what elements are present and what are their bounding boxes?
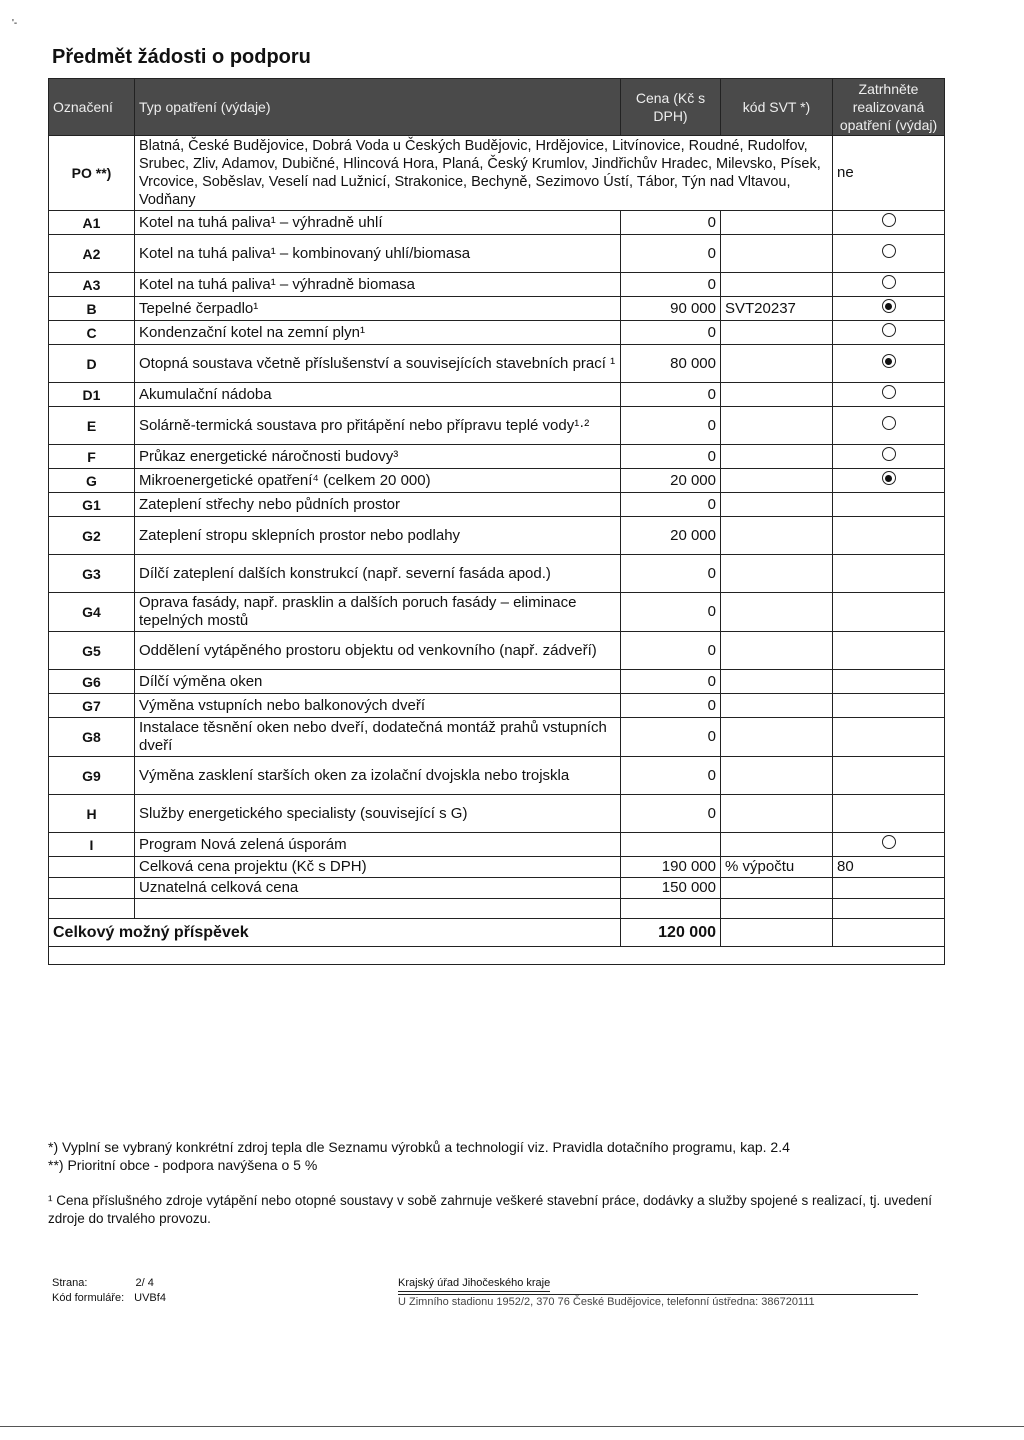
footnotes: [48, 1138, 948, 1228]
row-check-cell: [833, 235, 945, 273]
row-description: Oprava fasády, např. prasklin a dalších poruch fasády – eliminace tepelných mostů: [135, 593, 621, 632]
row-svt-code: [721, 321, 833, 345]
page-title: Předmět žádosti o podporu: [52, 46, 311, 68]
office-name: Krajský úřad Jihočeského kraje: [398, 1276, 550, 1292]
table-row: [49, 345, 945, 383]
bottom-line: [0, 1426, 1024, 1427]
header-zatrhnete: Zatrhněte realizovaná opatření (výdaj): [833, 79, 945, 136]
row-code: A3: [49, 273, 135, 297]
row-code: G5: [49, 632, 135, 670]
table-row: [49, 593, 945, 632]
row-svt-code: [721, 718, 833, 757]
header-typ: Typ opatření (výdaje): [135, 79, 621, 136]
radio-unchecked-icon[interactable]: [882, 385, 896, 399]
row-check-cell: [833, 670, 945, 694]
row-check-cell: [833, 833, 945, 857]
row-description: Mikroenergetické opatření⁴ (celkem 20 000): [135, 469, 621, 493]
row-description: Zateplení stropu sklepních prostor nebo podlahy: [135, 517, 621, 555]
row-check-cell: [833, 469, 945, 493]
row-check-cell: [833, 273, 945, 297]
office-address: U Zimního stadionu 1952/2, 370 76 České Budějovice, telefonní ústředna: 386720111: [398, 1294, 918, 1310]
table-row: [49, 211, 945, 235]
row-code: G2: [49, 517, 135, 555]
row-svt-code: [721, 517, 833, 555]
row-description: Akumulační nádoba: [135, 383, 621, 407]
header-oznaceni: Označení: [49, 79, 135, 136]
row-description: Výměna vstupních nebo balkonových dveří: [135, 694, 621, 718]
row-code: H: [49, 795, 135, 833]
row-description: Oddělení vytápěného prostoru objektu od venkovního (např. zádveří): [135, 632, 621, 670]
row-price: 0: [621, 445, 721, 469]
table-row: [49, 273, 945, 297]
row-code: G7: [49, 694, 135, 718]
table-row: [49, 670, 945, 694]
row-description: Instalace těsnění oken nebo dveří, dodatečná montáž prahů vstupních dveří: [135, 718, 621, 757]
radio-checked-icon[interactable]: [882, 471, 896, 485]
page-value: 2/ 4: [135, 1277, 154, 1289]
header-svt: kód SVT *): [721, 79, 833, 136]
contribution-value: 120 000: [621, 919, 721, 947]
footer-right: [398, 1276, 918, 1310]
row-price: 0: [621, 407, 721, 445]
row-svt-code: [721, 670, 833, 694]
row-svt-code: [721, 345, 833, 383]
row-check-cell: [833, 407, 945, 445]
table-row: [49, 632, 945, 670]
table-row: [49, 833, 945, 857]
total-price-label: Celková cena projektu (Kč s DPH): [135, 857, 621, 878]
row-check-cell: [833, 757, 945, 795]
row-check-cell: [833, 795, 945, 833]
row-check-cell: [833, 321, 945, 345]
row-code: A1: [49, 211, 135, 235]
row-price: 20 000: [621, 517, 721, 555]
row-price: 0: [621, 273, 721, 297]
percent-label: % výpočtu: [721, 857, 833, 878]
table-row: [49, 407, 945, 445]
table-row: [49, 297, 945, 321]
table-row: [49, 235, 945, 273]
radio-unchecked-icon[interactable]: [882, 447, 896, 461]
table-row: [49, 383, 945, 407]
row-price: 80 000: [621, 345, 721, 383]
row-code: G6: [49, 670, 135, 694]
row-description: Program Nová zelená úsporám: [135, 833, 621, 857]
row-svt-code: [721, 407, 833, 445]
row-price: 0: [621, 670, 721, 694]
row-svt-code: [721, 757, 833, 795]
empty-row: [49, 899, 945, 919]
row-svt-code: [721, 795, 833, 833]
eligible-price-label: Uznatelná celková cena: [135, 878, 621, 899]
row-check-cell: [833, 445, 945, 469]
row-svt-code: [721, 383, 833, 407]
row-code: G1: [49, 493, 135, 517]
row-code: E: [49, 407, 135, 445]
row-check-cell: [833, 632, 945, 670]
row-description: Zateplení střechy nebo půdních prostor: [135, 493, 621, 517]
row-description: Kotel na tuhá paliva¹ – kombinovaný uhlí/biomasa: [135, 235, 621, 273]
table-row: [49, 694, 945, 718]
row-svt-code: SVT20237: [721, 297, 833, 321]
row-price: 0: [621, 493, 721, 517]
row-svt-code: [721, 493, 833, 517]
row-description: Kondenzační kotel na zemní plyn¹: [135, 321, 621, 345]
row-svt-code: [721, 445, 833, 469]
priority-municipalities-row: [49, 136, 945, 211]
eligible-price-row: [49, 878, 945, 899]
row-code: D1: [49, 383, 135, 407]
row-code: A2: [49, 235, 135, 273]
row-check-cell: [833, 297, 945, 321]
row-code: D: [49, 345, 135, 383]
table-row: [49, 493, 945, 517]
row-check-cell: [833, 383, 945, 407]
row-price: 0: [621, 211, 721, 235]
table-row: [49, 555, 945, 593]
row-description: Kotel na tuhá paliva¹ – výhradně uhlí: [135, 211, 621, 235]
row-check-cell: [833, 493, 945, 517]
radio-checked-icon[interactable]: [882, 354, 896, 368]
scan-mark: '-: [12, 18, 18, 29]
radio-unchecked-icon[interactable]: [882, 416, 896, 430]
row-code: PO **): [49, 136, 135, 211]
radio-unchecked-icon[interactable]: [882, 213, 896, 227]
row-price: 0: [621, 593, 721, 632]
bottom-spacer-row: [49, 947, 945, 965]
row-code: G: [49, 469, 135, 493]
radio-unchecked-icon[interactable]: [882, 275, 896, 289]
footnote-priority: **) Prioritní obce - podpora navýšena o 5 %: [48, 1157, 318, 1173]
row-svt-code: [721, 694, 833, 718]
form-code-label: Kód formuláře:: [52, 1292, 125, 1304]
row-price: 0: [621, 795, 721, 833]
table-row: [49, 757, 945, 795]
row-code: G9: [49, 757, 135, 795]
total-price-value: 190 000: [621, 857, 721, 878]
footnote-price: ¹ Cena příslušného zdroje vytápění nebo otopné soustavy v sobě zahrnuje veškeré stavební práce, dodávky a služby spojené s realizací, tj. uvedení zdroje do trvalého provozu.: [48, 1193, 933, 1226]
row-svt-code: [721, 273, 833, 297]
row-price: 0: [621, 718, 721, 757]
row-code: B: [49, 297, 135, 321]
row-description: Dílčí zateplení dalších konstrukcí (např. severní fasáda apod.): [135, 555, 621, 593]
percent-value: 80: [833, 857, 945, 878]
row-description: Kotel na tuhá paliva¹ – výhradně biomasa: [135, 273, 621, 297]
row-price: 90 000: [621, 297, 721, 321]
row-code: C: [49, 321, 135, 345]
table-row: [49, 517, 945, 555]
row-check-cell: [833, 718, 945, 757]
row-description: Průkaz energetické náročnosti budovy³: [135, 445, 621, 469]
row-price: 0: [621, 632, 721, 670]
row-code: G3: [49, 555, 135, 593]
row-check-cell: [833, 555, 945, 593]
row-check-cell: [833, 593, 945, 632]
table-header-row: [49, 79, 945, 136]
row-price: 0: [621, 694, 721, 718]
row-price: 0: [621, 235, 721, 273]
contribution-label: Celkový možný příspěvek: [49, 919, 621, 947]
row-check-cell: [833, 211, 945, 235]
radio-unchecked-icon[interactable]: [882, 244, 896, 258]
row-svt-code: [721, 235, 833, 273]
total-price-row: [49, 857, 945, 878]
row-description: Otopná soustava včetně příslušenství a souvisejících stavebních prací ¹: [135, 345, 621, 383]
header-cena: Cena (Kč s DPH): [621, 79, 721, 136]
row-check-cell: [833, 517, 945, 555]
table-row: [49, 321, 945, 345]
row-svt-code: [721, 593, 833, 632]
row-code: G4: [49, 593, 135, 632]
row-svt-code: [721, 211, 833, 235]
row-svt-code: [721, 833, 833, 857]
footnote-svt: *) Vyplní se vybraný konkrétní zdroj tepla dle Seznamu výrobků a technologií viz. Pravidla dotačního programu, kap. 2.4: [48, 1139, 790, 1155]
table-row: [49, 469, 945, 493]
radio-unchecked-icon[interactable]: [882, 835, 896, 849]
row-description: Výměna zasklení starších oken za izolační dvojskla nebo trojskla: [135, 757, 621, 795]
row-price: 0: [621, 555, 721, 593]
row-code: F: [49, 445, 135, 469]
row-svt-code: [721, 632, 833, 670]
row-description: Dílčí výměna oken: [135, 670, 621, 694]
contribution-row: [49, 919, 945, 947]
row-price: [621, 833, 721, 857]
row-check-cell: [833, 694, 945, 718]
row-description: Tepelné čerpadlo¹: [135, 297, 621, 321]
priority-municipalities-text: Blatná, České Budějovice, Dobrá Voda u Českých Budějovic, Hrdějovice, Litvínovice, Roudné, Rudolfov, Srubec, Zliv, Adamov, Dubičné, Hlincová Hora, Planá, Český Krumlov, Jindřichův Hradec, Milevsko, Písek, Vrcovice, Soběslav, Veselí nad Lužnicí, Strakonice, Bechyně, Sezimovo Ústí, Tábor, Týn nad Vltavou, Vodňany: [135, 136, 833, 211]
table-row: [49, 445, 945, 469]
row-code: G8: [49, 718, 135, 757]
row-price: 20 000: [621, 469, 721, 493]
row-description: Služby energetického specialisty (související s G): [135, 795, 621, 833]
radio-checked-icon[interactable]: [882, 299, 896, 313]
form-code-value: UVBf4: [134, 1292, 166, 1304]
page-label: Strana:: [52, 1277, 88, 1289]
row-description: Solárně-termická soustava pro přitápění nebo přípravu teplé vody¹·²: [135, 407, 621, 445]
row-price: 0: [621, 383, 721, 407]
row-code: I: [49, 833, 135, 857]
row-price: 0: [621, 321, 721, 345]
row-svt-code: [721, 555, 833, 593]
radio-unchecked-icon[interactable]: [882, 323, 896, 337]
table-row: [49, 795, 945, 833]
footer-left: [52, 1276, 166, 1306]
row-check-cell: [833, 345, 945, 383]
request-table: [48, 78, 944, 965]
table-row: [49, 718, 945, 757]
eligible-price-value: 150 000: [621, 878, 721, 899]
row-price: 0: [621, 757, 721, 795]
priority-mark: ne: [833, 136, 945, 211]
row-svt-code: [721, 469, 833, 493]
